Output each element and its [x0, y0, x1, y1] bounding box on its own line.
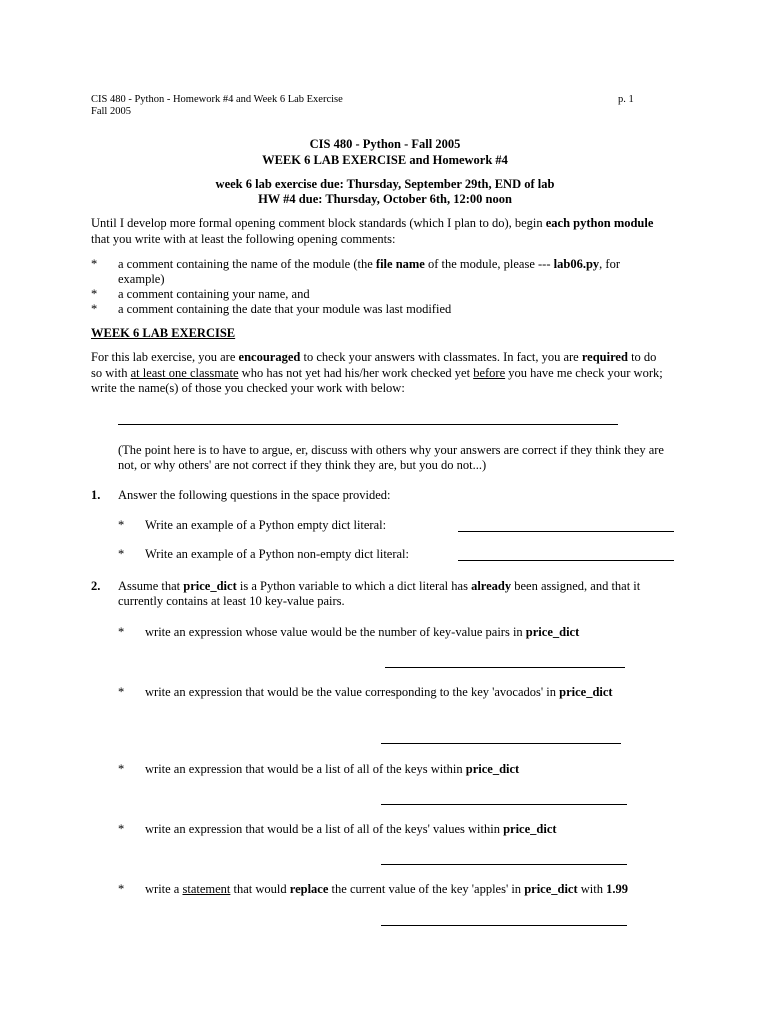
lab-para-line-2: so with at least one classmate who has not yet had his/her work checked yet before you have me check your work;: [91, 366, 663, 380]
q2-answer-blank-1[interactable]: [385, 666, 625, 668]
hw-due-date: HW #4 due: Thursday, October 6th, 12:00 noon: [258, 192, 512, 206]
question-1-text: Answer the following questions in the space provided:: [118, 488, 391, 502]
q1-item-nonempty-dict: Write an example of a Python non-empty dict literal:: [145, 547, 410, 561]
comment-req-1-cont: example): [118, 272, 165, 286]
q1-answer-blank-1[interactable]: [458, 530, 674, 532]
header-course-line: CIS 480 - Python - Homework #4 and Week 6 Lab Exercise: [91, 94, 343, 105]
bullet-marker: *: [118, 762, 125, 776]
lab-para-line-1: For this lab exercise, you are encouraged to check your answers with classmates. In fact, you are required to do: [91, 350, 657, 364]
q2-answer-blank-2[interactable]: [381, 742, 621, 744]
q2-item-avocados: write an expression that would be the value corresponding to the key 'avocados' in price_dict: [145, 685, 613, 699]
checked-with-names-blank[interactable]: [118, 423, 618, 425]
bullet-marker: *: [118, 625, 125, 639]
doc-subtitle: WEEK 6 LAB EXERCISE and Homework #4: [262, 153, 508, 167]
point-note-line-1: (The point here is to have to argue, er, discuss with others why your answers are correct if they think they are: [118, 443, 664, 457]
comment-req-3: a comment containing the date that your module was last modified: [118, 302, 452, 316]
q2-answer-blank-3[interactable]: [381, 803, 627, 805]
q2-item-len: write an expression whose value would be the number of key-value pairs in price_dict: [145, 625, 580, 639]
doc-title: CIS 480 - Python - Fall 2005: [309, 137, 461, 151]
section-heading: WEEK 6 LAB EXERCISE: [91, 326, 236, 340]
point-note-line-2: not, or why others' are not correct if they think they are, but you do not...): [118, 458, 487, 472]
q2-answer-blank-5[interactable]: [381, 924, 627, 926]
question-2-line-2: currently contains at least 10 key-value pairs.: [118, 594, 345, 608]
bullet-marker: *: [118, 518, 125, 532]
comment-req-1: a comment containing the name of the module (the file name of the module, please --- lab06.py, for: [118, 257, 620, 271]
bullet-marker: *: [118, 822, 125, 836]
bullet-marker: *: [91, 257, 98, 271]
q2-answer-blank-4[interactable]: [381, 863, 627, 865]
lab-para-line-3: write the name(s) of those you checked your work with below:: [91, 381, 405, 395]
comment-req-2: a comment containing your name, and: [118, 287, 310, 301]
question-2-number: 2.: [91, 579, 101, 593]
q2-item-replace: write a statement that would replace the current value of the key 'apples' in price_dict with 1.99: [145, 882, 629, 896]
bullet-marker: *: [118, 685, 125, 699]
page-number: p. 1: [618, 94, 634, 105]
q1-answer-blank-2[interactable]: [458, 559, 674, 561]
question-2-line-1: Assume that price_dict is a Python variable to which a dict literal has already been assigned, and that it: [118, 579, 641, 593]
intro-line-1: Until I develop more formal opening comment block standards (which I plan to do), begin each python module: [91, 216, 654, 230]
question-1-number: 1.: [91, 488, 101, 502]
header-term-line: Fall 2005: [91, 106, 131, 117]
bullet-marker: *: [91, 287, 98, 301]
q2-item-values: write an expression that would be a list of all of the keys' values within price_dict: [145, 822, 557, 836]
q1-item-empty-dict: Write an example of a Python empty dict literal:: [145, 518, 387, 532]
bullet-marker: *: [118, 547, 125, 561]
bullet-marker: *: [91, 302, 98, 316]
intro-line-2: that you write with at least the following opening comments:: [91, 232, 396, 246]
bullet-marker: *: [118, 882, 125, 896]
q2-item-keys: write an expression that would be a list of all of the keys within price_dict: [145, 762, 520, 776]
lab-due-date: week 6 lab exercise due: Thursday, September 29th, END of lab: [215, 177, 555, 191]
